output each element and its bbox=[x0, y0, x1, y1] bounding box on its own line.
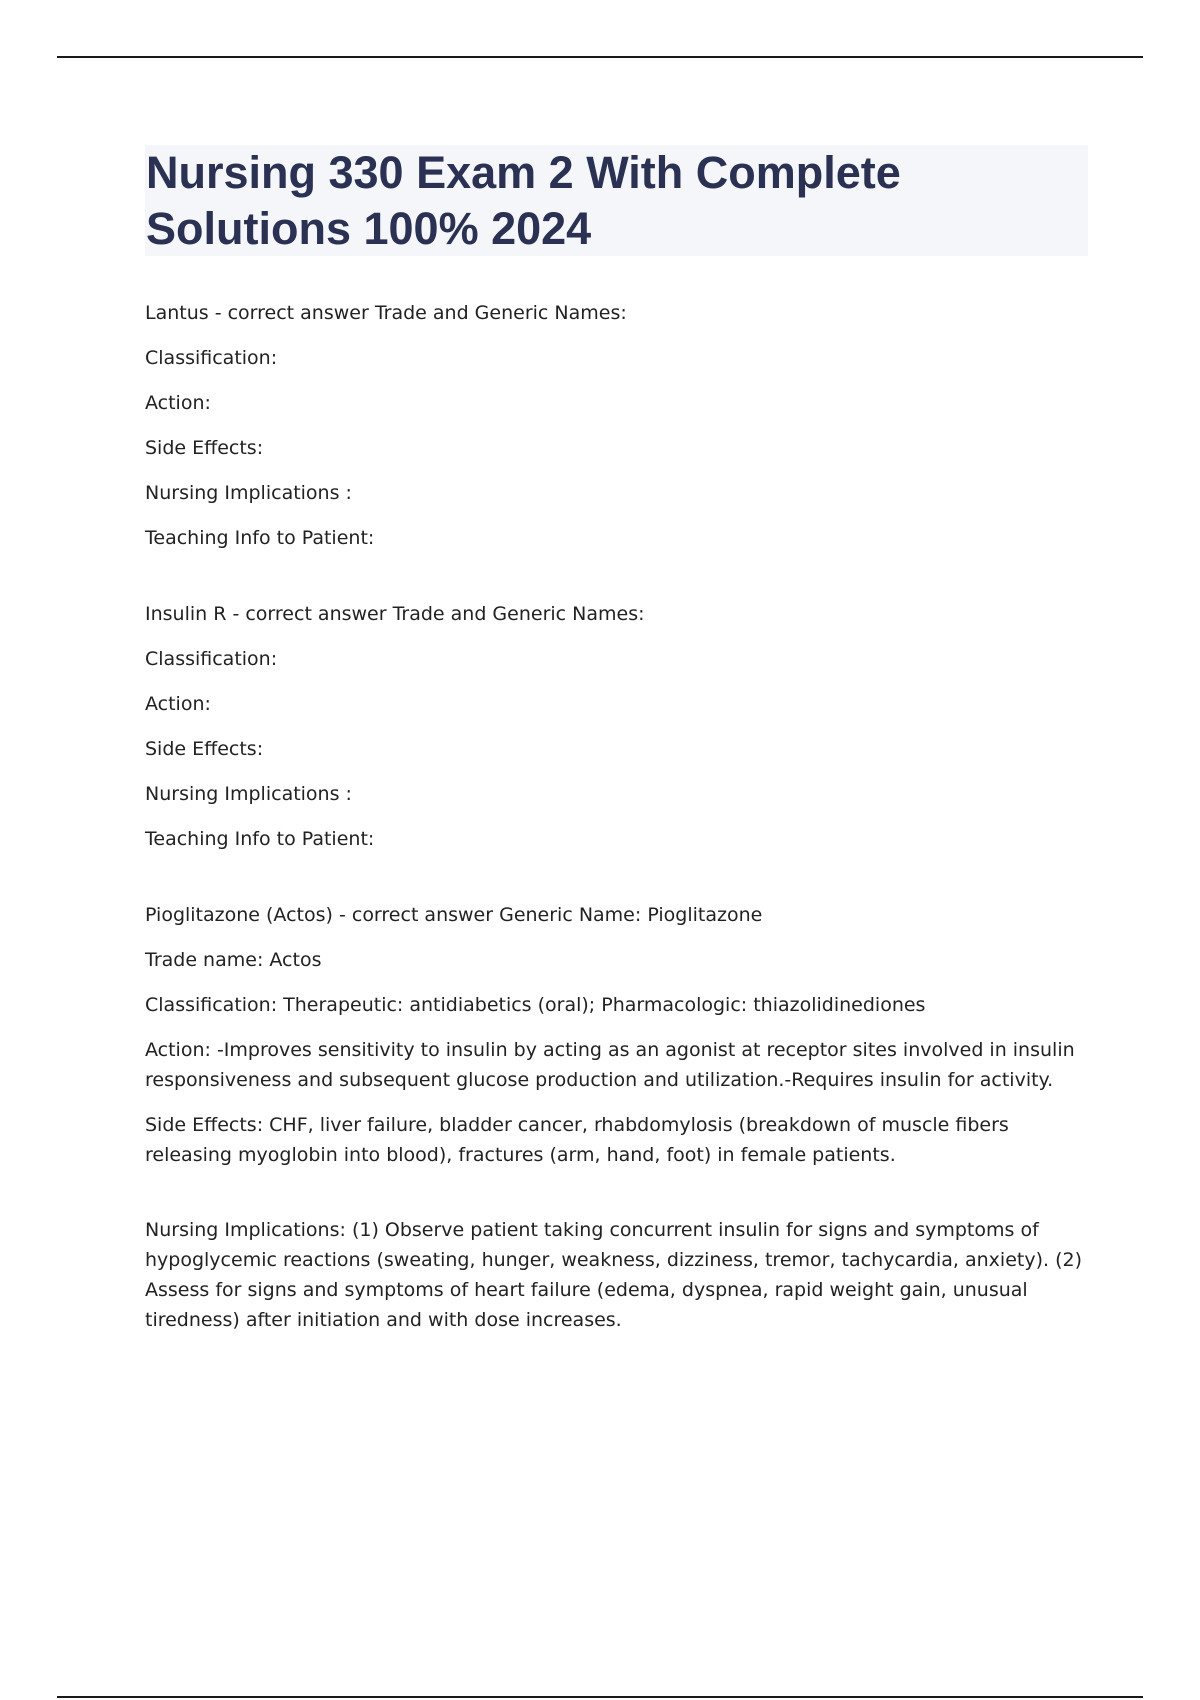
bottom-rule bbox=[57, 1696, 1143, 1698]
entry-side-effects: Side Effects: CHF, liver failure, bladder cancer, rhabdomylosis (breakdown of muscle fibers releasing myoglobin into blood), fractures (arm, hand, foot) in female patients. bbox=[145, 1114, 1009, 1166]
entry-classification: Classification: bbox=[145, 648, 278, 670]
entry-teaching-info: Teaching Info to Patient: bbox=[145, 527, 375, 549]
entry-teaching-info: Teaching Info to Patient: bbox=[145, 828, 375, 850]
entry-classification: Classification: bbox=[145, 347, 278, 369]
page-title: Nursing 330 Exam 2 With Complete Solutions 100% 2024 bbox=[146, 147, 901, 254]
entry-heading: Pioglitazone (Actos) - correct answer Generic Name: Pioglitazone bbox=[145, 904, 763, 926]
entry-side-effects: Side Effects: bbox=[145, 437, 264, 459]
entry-heading: Insulin R - correct answer Trade and Generic Names: bbox=[145, 603, 645, 625]
entry-classification: Classification: Therapeutic: antidiabetics (oral); Pharmacologic: thiazolidinediones bbox=[145, 994, 926, 1016]
entry-nursing-implications: Nursing Implications : bbox=[145, 783, 352, 805]
entry-heading: Lantus - correct answer Trade and Generic Names: bbox=[145, 302, 627, 324]
entries bbox=[145, 298, 1088, 1335]
top-rule bbox=[57, 56, 1143, 58]
title-banner bbox=[145, 145, 1088, 256]
entry-lantus bbox=[145, 298, 1088, 553]
paragraph-gap bbox=[145, 1185, 1088, 1215]
entry-action: Action: bbox=[145, 693, 211, 715]
entry-action: Action: bbox=[145, 392, 211, 414]
entry-trade-name: Trade name: Actos bbox=[145, 949, 322, 971]
page-content bbox=[145, 145, 1088, 1381]
entry-insulin-r bbox=[145, 599, 1088, 854]
entry-pioglitazone bbox=[145, 900, 1088, 1335]
entry-nursing-implications: Nursing Implications : bbox=[145, 482, 352, 504]
entry-side-effects: Side Effects: bbox=[145, 738, 264, 760]
entry-action: Action: -Improves sensitivity to insulin by acting as an agonist at receptor sites involved in insulin responsiveness and subsequent glucose production and utilization.-Requires insulin for activity. bbox=[145, 1039, 1075, 1091]
entry-nursing-implications: Nursing Implications: (1) Observe patient taking concurrent insulin for signs and symptoms of hypoglycemic reactions (sweating, hunger, weakness, dizziness, tremor, tachycardia, anxiety). (2) Assess for signs and symptoms of heart failure (edema, dyspnea, rapid weight gain, unusual tiredness) after initiation and with dose increases. bbox=[145, 1219, 1082, 1331]
